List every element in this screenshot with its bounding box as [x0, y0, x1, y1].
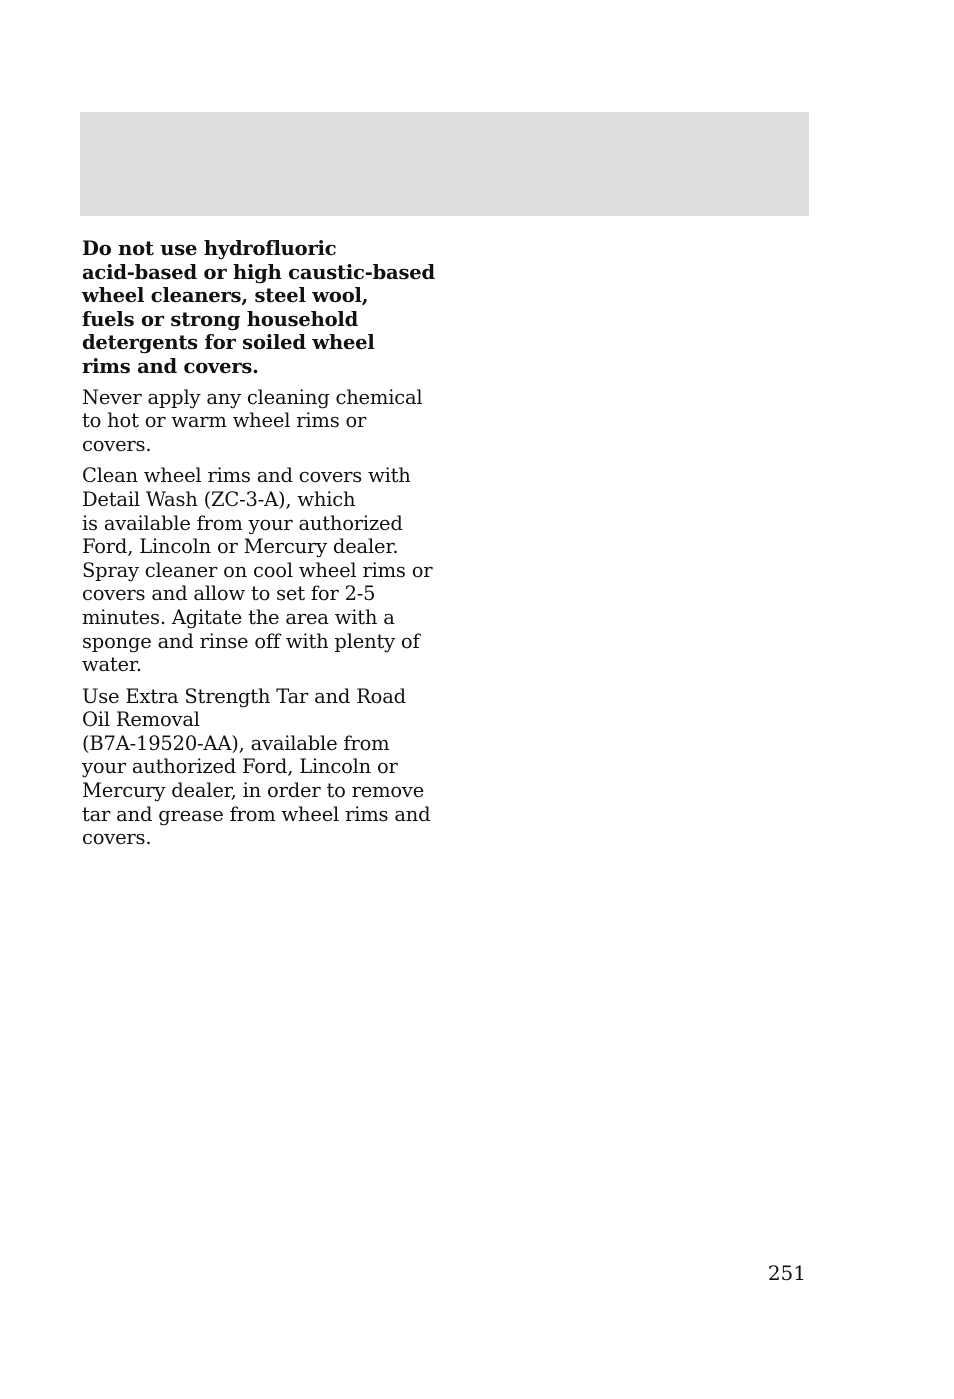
warning-text: Do not use hydrofluoric acid-based or high caustic-based wheel cleaners, steel wool, fuels or strong household detergents for soiled wheel rims and covers.: [82, 237, 435, 378]
text-column: [82, 237, 442, 858]
header-band: [80, 112, 809, 216]
paragraph-hot-rims: Never apply any cleaning chemical to hot or warm wheel rims or covers.: [82, 385, 423, 456]
page-number: 251: [767, 1261, 806, 1285]
paragraph-detail-wash: Clean wheel rims and covers with Detail Wash (ZC-3-A), which is available from your authorized Ford, Lincoln or Mercury dealer. Spray cleaner on cool wheel rims or covers and allow to set for 2-5 minutes. Agitate the area with a sponge and rinse off with plenty of water.: [82, 464, 433, 677]
paragraph-tar-removal: Use Extra Strength Tar and Road Oil Removal (B7A-19520-AA), available from your authorized Ford, Lincoln or Mercury dealer, in order to remove tar and grease from wheel rims and covers.: [82, 684, 431, 850]
